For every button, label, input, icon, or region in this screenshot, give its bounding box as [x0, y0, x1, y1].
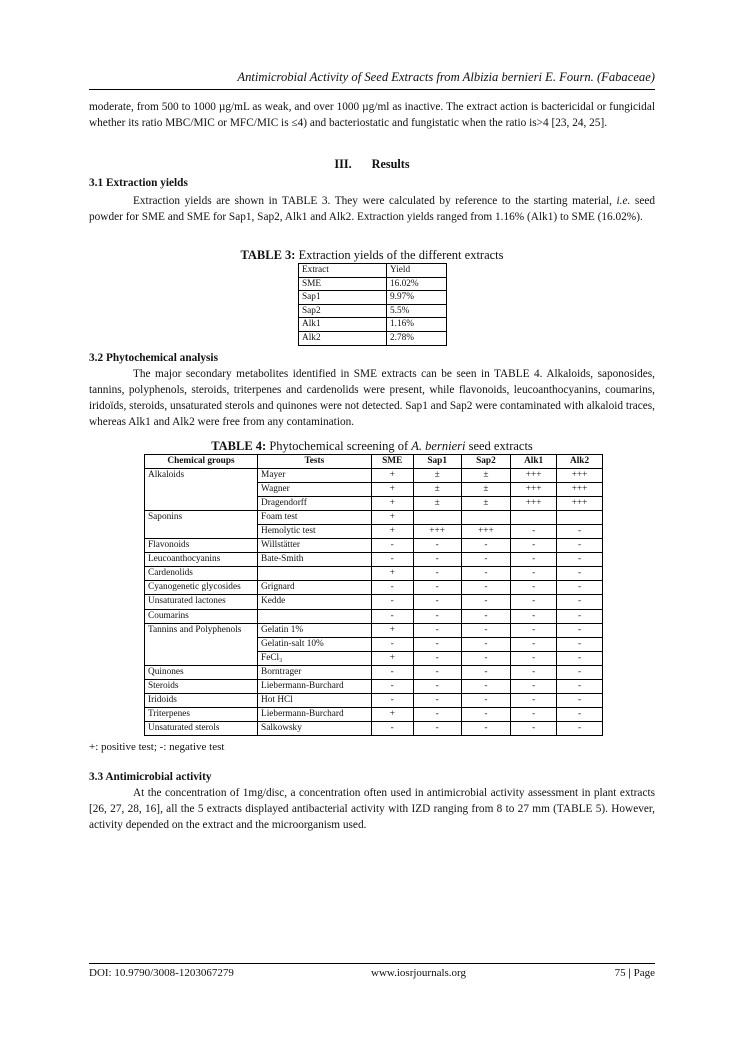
table-cell: +: [371, 651, 413, 665]
table-cell: -: [511, 595, 557, 609]
table-cell: [557, 510, 603, 524]
table-cell: Flavonoids: [145, 539, 258, 553]
table-cell: -: [461, 708, 511, 722]
subheading-extraction-yields: 3.1 Extraction yields: [89, 177, 188, 189]
table-cell: -: [413, 665, 461, 679]
intro-paragraph: moderate, from 500 to 1000 µg/mL as weak, and over 1000 µg/ml as inactive. The extract action is bactericidal or fungicidal whether its ratio MBC/MIC or MFC/MIC is ≤4) and bacteriostatic and fungistatic when the ratio is>4 [23, 24, 25].: [89, 101, 655, 129]
table-row: [145, 567, 603, 581]
table4-caption: [89, 439, 655, 454]
header-cell: Alk1: [511, 455, 557, 469]
table-cell: -: [511, 708, 557, 722]
table-cell: -: [413, 553, 461, 567]
table3-caption: [89, 248, 655, 263]
running-header: Antimicrobial Activity of Seed Extracts from Albizia bernieri E. Fourn. (Fabaceae): [237, 70, 655, 84]
table-cell: Hot HCl: [258, 694, 372, 708]
table-row: [145, 694, 603, 708]
table-cell: +: [371, 567, 413, 581]
table-row: [145, 680, 603, 694]
table-cell: +++: [413, 524, 461, 538]
table-cell: Leucoanthocyanins: [145, 553, 258, 567]
table-cell: +: [371, 468, 413, 482]
table-cell: +++: [557, 482, 603, 496]
header-cell: Tests: [258, 455, 372, 469]
footer-doi: DOI: 10.9790/3008-1203067279: [89, 967, 234, 979]
table-cell: -: [557, 694, 603, 708]
table-cell: 2.78%: [387, 331, 447, 345]
table-row: [145, 539, 603, 553]
table-cell: Wagner: [258, 482, 372, 496]
table-row: [145, 581, 603, 595]
table-cell: -: [461, 722, 511, 736]
table-cell: -: [511, 680, 557, 694]
table-cell: -: [413, 609, 461, 623]
table-cell: -: [371, 680, 413, 694]
table-cell: Grignard: [258, 581, 372, 595]
table-cell: ±: [461, 482, 511, 496]
table-cell: [258, 567, 372, 581]
table-cell: -: [511, 722, 557, 736]
table-row: [299, 277, 447, 291]
table-cell: +: [371, 496, 413, 510]
table-cell: -: [557, 567, 603, 581]
table-cell: -: [461, 694, 511, 708]
table-cell: Steroids: [145, 680, 258, 694]
caption-text: seed extracts: [465, 439, 533, 453]
table-row: [145, 722, 603, 736]
table-cell: -: [557, 595, 603, 609]
table-row: [299, 318, 447, 332]
table-cell: -: [413, 539, 461, 553]
table-header-row: [145, 455, 603, 469]
table-cell: -: [461, 637, 511, 651]
table-cell: -: [557, 722, 603, 736]
table-cell: ±: [413, 496, 461, 510]
table-header-row: [299, 264, 447, 278]
table-cell: -: [511, 623, 557, 637]
table-cell: -: [371, 539, 413, 553]
table-cell: Triterpenes: [145, 708, 258, 722]
table-cell: [461, 510, 511, 524]
table-cell: Alk1: [299, 318, 387, 332]
table-cell: Willstätter: [258, 539, 372, 553]
table-cell: -: [557, 623, 603, 637]
table-cell: FeCl₃: [258, 651, 372, 665]
table-cell: Liebermann-Burchard: [258, 680, 372, 694]
table-cell: -: [461, 665, 511, 679]
table-cell: -: [557, 637, 603, 651]
table-cell: +: [371, 708, 413, 722]
table-row: [299, 304, 447, 318]
header-cell: Alk2: [557, 455, 603, 469]
table-cell: [511, 510, 557, 524]
table-cell: Cardenolids: [145, 567, 258, 581]
table-cell: -: [557, 539, 603, 553]
table-cell: -: [461, 567, 511, 581]
footer-site: www.iosrjournals.org: [371, 967, 467, 979]
table-cell: -: [557, 665, 603, 679]
table-cell: Saponins: [145, 510, 258, 538]
page-label: Page: [633, 967, 655, 979]
table-cell: -: [461, 581, 511, 595]
table-cell: -: [413, 623, 461, 637]
caption-label: TABLE 4:: [211, 439, 267, 453]
table-cell: +: [371, 623, 413, 637]
table-cell: Salkowsky: [258, 722, 372, 736]
table-cell: Hemolytic test: [258, 524, 372, 538]
table-row: [145, 609, 603, 623]
table-cell: ±: [413, 468, 461, 482]
caption-text: Extraction yields of the different extracts: [295, 248, 504, 262]
table-cell: 5.5%: [387, 304, 447, 318]
table-cell: -: [413, 708, 461, 722]
table-cell: -: [511, 539, 557, 553]
table-cell: Sap2: [299, 304, 387, 318]
table-cell: -: [511, 665, 557, 679]
paragraph-text: Extraction yields are shown in TABLE 3. They were calculated by reference to the starting material,: [133, 195, 617, 207]
table-cell: Dragendorff: [258, 496, 372, 510]
table-cell: +++: [461, 524, 511, 538]
table-cell: -: [461, 553, 511, 567]
table-cell: -: [371, 595, 413, 609]
table-cell: -: [511, 553, 557, 567]
table-cell: -: [413, 694, 461, 708]
header-cell: SME: [371, 455, 413, 469]
table-cell: +: [371, 524, 413, 538]
table-row: [145, 665, 603, 679]
page-separator: |: [628, 967, 631, 979]
table-cell: -: [461, 595, 511, 609]
table-cell: Coumarins: [145, 609, 258, 623]
table-row: [145, 553, 603, 567]
caption-species: A. bernieri: [411, 439, 466, 453]
table-cell: -: [413, 680, 461, 694]
table-cell: -: [461, 651, 511, 665]
table-cell: ±: [461, 496, 511, 510]
table-row: [145, 510, 603, 524]
table-row: [299, 331, 447, 345]
table-cell: -: [371, 637, 413, 651]
table-cell: +++: [557, 468, 603, 482]
section-title: Results: [371, 157, 410, 171]
table-cell: -: [413, 651, 461, 665]
table-cell: -: [371, 581, 413, 595]
table-cell: -: [461, 680, 511, 694]
header-cell: Extract: [299, 264, 387, 278]
paragraph-ie: i.e.: [616, 195, 631, 207]
table-cell: Quinones: [145, 665, 258, 679]
table-cell: Liebermann-Burchard: [258, 708, 372, 722]
table-cell: -: [413, 637, 461, 651]
table-cell: Alk2: [299, 331, 387, 345]
table-cell: Iridoids: [145, 694, 258, 708]
footer-page: [615, 967, 655, 979]
table-cell: +++: [511, 468, 557, 482]
table-row: [145, 623, 603, 637]
header-cell: Sap1: [413, 455, 461, 469]
table-cell: Sap1: [299, 291, 387, 305]
table-cell: 9.97%: [387, 291, 447, 305]
table-cell: Unsaturated sterols: [145, 722, 258, 736]
paper-page: [89, 0, 655, 1053]
caption-text: Phytochemical screening of: [266, 439, 412, 453]
table-row: [145, 595, 603, 609]
table-cell: -: [371, 609, 413, 623]
table-cell: Gelatin-salt 10%: [258, 637, 372, 651]
table-cell: +: [371, 510, 413, 524]
table-cell: Bate-Smith: [258, 553, 372, 567]
table-cell: 1.16%: [387, 318, 447, 332]
table-cell: -: [557, 708, 603, 722]
table-cell: -: [511, 581, 557, 595]
table-cell: -: [557, 609, 603, 623]
table-cell: [413, 510, 461, 524]
table-cell: Mayer: [258, 468, 372, 482]
table3-extraction-yields: [298, 263, 447, 346]
table-cell: -: [511, 609, 557, 623]
header-cell: Yield: [387, 264, 447, 278]
table-cell: -: [557, 680, 603, 694]
section-number: III.: [334, 157, 352, 171]
caption-label: TABLE 3:: [240, 248, 296, 262]
table-cell: -: [413, 595, 461, 609]
table-cell: -: [413, 722, 461, 736]
paragraph-phytochemical: The major secondary metabolites identified in SME extracts can be seen in TABLE 4. Alkaloids, saponosides, tannins, polyphenols, steroids, triterpenes and cardenolids were present, while flavonoids, leucoanthocyanins, coumarins, iridoïds, steroids, unsaturated sterols and quinones were not detected. Sap1 and Sap2 were contaminated with alkaloid traces, whereas Alk1 and Alk2 were free from any contamination.: [89, 368, 655, 428]
table-cell: Gelatin 1%: [258, 623, 372, 637]
table-row: [145, 708, 603, 722]
table-cell: -: [511, 524, 557, 538]
table-row: [299, 291, 447, 305]
section-heading: [89, 157, 655, 172]
table-cell: -: [371, 665, 413, 679]
table-cell: -: [557, 651, 603, 665]
table-cell: -: [557, 524, 603, 538]
table-cell: Unsaturated lactones: [145, 595, 258, 609]
table-cell: -: [413, 567, 461, 581]
table-cell: Kedde: [258, 595, 372, 609]
table-cell: -: [511, 567, 557, 581]
table-cell: +++: [557, 496, 603, 510]
table-cell: -: [511, 637, 557, 651]
table-cell: -: [371, 694, 413, 708]
table-row: [145, 468, 603, 482]
subheading-phytochemical: 3.2 Phytochemical analysis: [89, 352, 218, 364]
table-cell: -: [511, 651, 557, 665]
table-cell: -: [557, 553, 603, 567]
table-cell: Alkaloids: [145, 468, 258, 510]
paragraph-text: seed powder for SME and SME for Sap1, Sap2, Alk1 and Alk2. Extraction yields ranged from 1.16% (Alk1) to SME (16.02%).: [89, 195, 655, 223]
table-cell: +: [371, 482, 413, 496]
table-cell: +++: [511, 482, 557, 496]
table-cell: Foam test: [258, 510, 372, 524]
header-cell: Sap2: [461, 455, 511, 469]
table-cell: -: [413, 581, 461, 595]
table-cell: ±: [413, 482, 461, 496]
table-cell: -: [371, 722, 413, 736]
table-cell: -: [557, 581, 603, 595]
table-cell: +++: [511, 496, 557, 510]
table4-phytochemical-screening: [144, 454, 603, 736]
paragraph-extraction-yields: [89, 193, 655, 225]
paragraph-antimicrobial: At the concentration of 1mg/disc, a concentration often used in antimicrobial activity assessment in plant extracts [26, 27, 28, 16], all the 5 extracts displayed antibacterial activity with IZD ranging from 8 to 27 mm (TABLE 5). However, activity depended on the extract and the microorganism used.: [89, 787, 655, 831]
table-cell: 16.02%: [387, 277, 447, 291]
table-cell: -: [461, 609, 511, 623]
header-rule: [89, 89, 655, 90]
table-cell: Tannins and Polyphenols: [145, 623, 258, 665]
table-cell: -: [461, 539, 511, 553]
page-number: 75: [614, 967, 626, 979]
table4-legend: +: positive test; -: negative test: [89, 741, 225, 753]
table-cell: -: [461, 623, 511, 637]
table-cell: SME: [299, 277, 387, 291]
subheading-antimicrobial: 3.3 Antimicrobial activity: [89, 771, 212, 783]
table-cell: Cyanogenetic glycosides: [145, 581, 258, 595]
table-cell: -: [371, 553, 413, 567]
table-cell: ±: [461, 468, 511, 482]
table-cell: [258, 609, 372, 623]
table-cell: -: [511, 694, 557, 708]
table-cell: Borntrager: [258, 665, 372, 679]
header-cell: Chemical groups: [145, 455, 258, 469]
footer-rule: [89, 963, 655, 964]
